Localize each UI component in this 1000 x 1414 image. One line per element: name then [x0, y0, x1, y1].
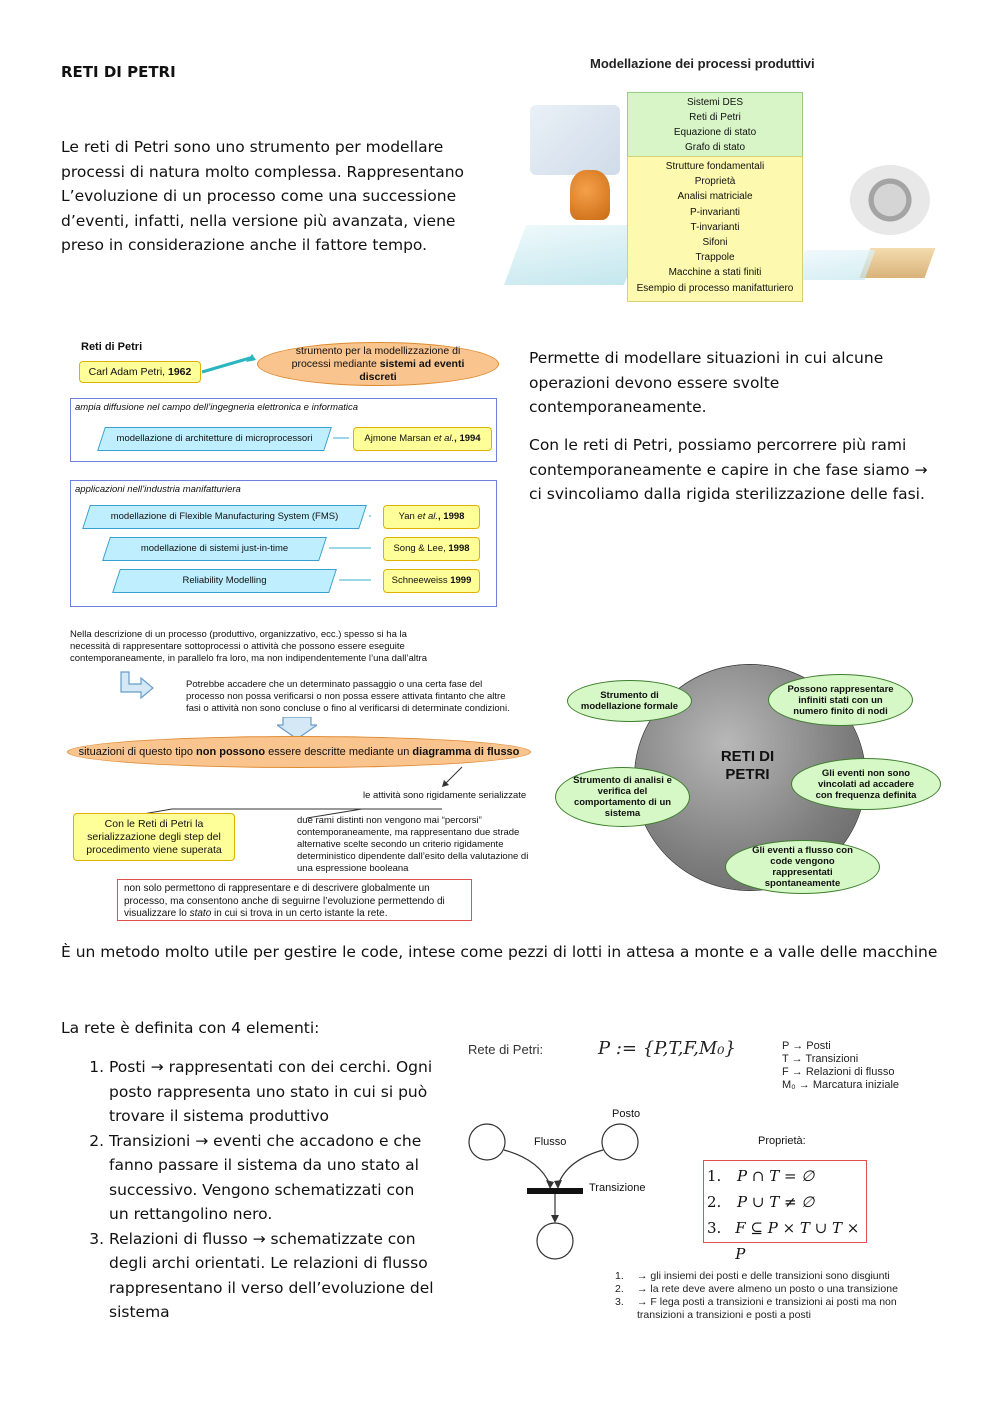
modelling-yellow-item: Proprietà: [694, 176, 736, 188]
legend-item: P → Posti: [782, 1040, 831, 1052]
bubble-queue-events: Gli eventi a flusso con code vengono rappresentati spontaneamente: [725, 840, 880, 894]
manufacturing-ref: [383, 537, 480, 561]
modelling-title: Modellazione dei processi produttivi: [590, 56, 815, 71]
petri-definition-figure: [460, 1030, 940, 1350]
property-number: 3.: [707, 1219, 722, 1237]
bubble-formal-tool: Strumento di modellazione formale: [567, 680, 692, 722]
modelling-green-item: Sistemi DES: [686, 97, 744, 108]
flow-figure: [62, 625, 537, 930]
queue-text: È un metodo molto utile per gestire le code, intese come pezzi di lotti in attesa a monte e a valle delle macchine: [61, 943, 938, 961]
history-heading: Reti di Petri: [81, 341, 143, 353]
state-note-c: in cui si trova in un certo istante la rete.: [211, 908, 388, 919]
manufacturing-arrow: [329, 547, 371, 549]
sphere-figure: [555, 660, 945, 900]
property-formula: F ⊆ P × T ∪ T × P: [735, 1219, 860, 1263]
manufacturing-item-label: Reliability Modelling: [182, 575, 267, 586]
manufacturing-ref-a: Schneeweiss: [391, 575, 451, 586]
flow-arc-right: [558, 1150, 603, 1185]
flusso-label: Flusso: [534, 1136, 567, 1148]
manufacturing-item: [112, 569, 337, 593]
ajmone-ref-b: et al.: [433, 433, 455, 444]
intro-paragraph: Le reti di Petri sono uno strumento per modellare processi di natura molto complessa. Rappresentano L’evoluzione di un processo come una successione d’eventi, infatti, nella versione più avanzata, viene preso in considerazione anche il fattore tempo.: [61, 138, 465, 254]
bubble-infinite-states: Possono rappresentare infiniti stati con un numero finito di nodi: [768, 674, 913, 726]
ajmone-ref-c: , 1994: [454, 433, 481, 444]
petri-formula: P := {P,T,F,M₀}: [598, 1038, 736, 1059]
petri-overcome-note: [73, 813, 235, 861]
petri-overcome-text: Con le Reti di Petri la serializzazione degli step del procedimento viene superata: [86, 817, 222, 856]
flow-ellipse-c: essere descritte mediante un: [265, 746, 413, 758]
flow-ellipse-a: situazioni di questo tipo: [78, 746, 197, 758]
manufacturing-ref: [383, 569, 480, 593]
property-note-text: → F lega posti a transizioni e transizioni ai posti ma non transizioni a transizioni e posti a posti: [637, 1296, 897, 1321]
state-note-b: stato: [189, 908, 212, 919]
flow-ellipse-b: non possono: [196, 746, 266, 758]
posto-label: Posto: [612, 1108, 641, 1120]
flow-second-text: Potrebbe accadere che un determinato passaggio o una certa fase del processo non possa verificarsi o non possa essere attivata fintanto che altre fasi o attività non sono concluse o fino al verificarsi di determinate condizioni.: [186, 679, 510, 714]
sphere-center-label: RETI DI PETRI: [720, 748, 775, 783]
manufacturing-item-label: modellazione di sistemi just-in-time: [140, 543, 289, 554]
branch-note: due rami distinti non vengono mai “percorsi” contemporaneamente, ma rappresentano due strade alternative scelte secondo un criterio rigidamente deterministico dipendente dall’esito della valutazione di una espressione booleana: [297, 815, 529, 874]
modelling-yellow-item: Strutture fondamentali: [665, 161, 765, 172]
author-label: Carl Adam Petri,: [88, 366, 168, 378]
author-year: 1962: [168, 366, 192, 378]
microprocessor-item: [97, 427, 332, 451]
conveyor-illustration-right: [795, 250, 876, 280]
property-note-number: 1.: [615, 1270, 624, 1282]
element-list-item: 1. Posti → rappresentati con dei cerchi. Ogni posto rappresenta uno stato in cui si può trovare il sistema produttivo: [109, 1055, 436, 1129]
parts-illustration: [850, 165, 930, 235]
modelling-yellow-item: Analisi matriciale: [677, 191, 753, 203]
modelling-green-box: [627, 92, 803, 157]
manufacturing-item-label: modellazione di Flexible Manufacturing System (FMS): [110, 511, 339, 522]
ajmone-ref: [353, 427, 492, 451]
elements-list: [61, 1055, 436, 1325]
petri-def-label: Rete di Petri:: [468, 1042, 544, 1057]
modelling-green-item: Equazione di stato: [673, 127, 757, 138]
property-formula: P ∩ T = ∅: [737, 1167, 815, 1185]
bent-arrow-icon: [117, 670, 157, 705]
microprocessor-item-label: modellazione di architetture di microprocessori: [116, 433, 313, 444]
bubble-analysis: Strumento di analisi e verifica del comportamento di un sistema: [555, 767, 690, 827]
place-bottom-circle: [537, 1223, 573, 1259]
transition-bar: [527, 1188, 583, 1194]
transizione-label: Transizione: [589, 1182, 646, 1194]
flow-top-text: Nella descrizione di un processo (produttivo, organizzativo, ecc.) spesso si ha la necessità di rappresentare sottoprocessi o attività che possono essere eseguite contemporaneamente, in parallelo fra loro, ma non indipendentemente l’una dall’altra: [70, 629, 428, 664]
element-list-item: 3. Relazioni di flusso → schematizzate con degli archi orientati. Le relazioni di flusso rappresentano il verso dell’evoluzione del sistema: [109, 1227, 436, 1325]
property-formula: P ∪ T ≠ ∅: [737, 1193, 815, 1211]
property-row: [707, 1189, 866, 1215]
author-arrow: [200, 350, 260, 380]
discrete-events-ellipse: [257, 342, 499, 386]
property-note-text: → la rete deve avere almeno un posto o una transizione: [637, 1283, 898, 1295]
page-title: RETI DI PETRI: [61, 63, 176, 81]
manufacturing-ref-a: Yan: [398, 511, 418, 522]
property-note-text: → gli insiemi dei posti e delle transizioni sono disgiunti: [637, 1270, 890, 1282]
property-note: [615, 1296, 935, 1322]
author-box: [79, 361, 201, 383]
bubble-events-frequency: Gli eventi non sono vincolati ad accadere con frequenza definita: [791, 758, 941, 810]
state-note-box: [117, 879, 472, 921]
legend-item: T → Transizioni: [782, 1053, 859, 1065]
modelling-green-item: Grafo di stato: [684, 142, 746, 153]
manufacturing-item: [102, 537, 327, 561]
property-note: [615, 1270, 935, 1283]
flow-arc-left: [504, 1150, 550, 1185]
manufacturing-arrow: [339, 579, 371, 581]
history-diagram: [65, 335, 515, 610]
robot-illustration: [530, 105, 620, 175]
flow-ellipse-d: diagramma di flusso: [412, 746, 520, 758]
modelling-yellow-item: Trappole: [695, 252, 735, 264]
properties-label: Proprietà:: [758, 1135, 806, 1147]
modelling-yellow-item: Esempio di processo manifatturiero: [636, 282, 794, 294]
property-number: 1.: [707, 1167, 722, 1185]
manufacturing-item: [82, 505, 367, 529]
definition-intro: La rete è definita con 4 elementi:: [61, 1019, 320, 1037]
electronics-box: [70, 398, 497, 462]
manufacturing-arrow: [369, 515, 371, 517]
manufacturing-ref-c: 1998: [448, 543, 470, 554]
element-list-item: 2. Transizioni → eventi che accadono e che fanno passare il sistema da uno stato al successivo. Vengono schematizzati con un rettangolino nero.: [109, 1129, 436, 1227]
parallel-text-1: Permette di modellare situazioni in cui alcune operazioni devono essere svolte contemporaneamente.: [529, 349, 884, 416]
property-note-number: 2.: [615, 1283, 624, 1295]
place-right-circle: [602, 1124, 638, 1160]
modelling-yellow-item: Sifoni: [702, 237, 728, 249]
property-note: [615, 1283, 935, 1296]
electronics-caption: ampia diffusione nel campo dell’ingegneria elettronica e informatica: [75, 402, 359, 413]
manufacturing-ref-c: 1999: [450, 575, 472, 586]
modelling-yellow-item: T-invarianti: [690, 221, 740, 233]
serial-note: le attività sono rigidamente serializzate: [363, 790, 527, 801]
modelling-yellow-box: [627, 156, 803, 302]
property-row: [707, 1163, 866, 1189]
conveyor-illustration: [504, 225, 646, 285]
property-note-number: 3.: [615, 1296, 624, 1308]
legend-item: F → Relazioni di flusso: [782, 1066, 895, 1078]
ellipse-text-bold: sistemi ad eventi discreti: [359, 357, 465, 383]
modelling-yellow-item: P-invarianti: [689, 206, 741, 218]
property-row: [707, 1215, 866, 1263]
manufacturing-caption: applicazioni nell’industria manifatturiera: [75, 484, 241, 495]
manufacturing-ref-b: et al.: [417, 511, 439, 522]
box1-arrow: [333, 437, 349, 439]
parallel-text-2: Con le reti di Petri, possiamo percorrere più rami contemporaneamente e capire in che fase siamo → ci svincoliamo dalla rigida sterilizzazione delle fasi.: [529, 436, 928, 503]
state-note-a: non solo permettono di rappresentare e di descrivere globalmente un processo, ma consentono anche di seguirne l’evoluzione permettendo di visualizzare lo: [124, 883, 445, 919]
place-left-circle: [469, 1124, 505, 1160]
modelling-green-item: Reti di Petri: [689, 112, 741, 123]
petri-legend: [782, 1040, 899, 1092]
manufacturing-ref-c: , 1998: [438, 511, 465, 522]
ajmone-ref-a: Ajmone Marsan: [364, 433, 434, 444]
modelling-yellow-item: Macchine a stati finiti: [668, 267, 762, 279]
robot-arm-illustration: [570, 170, 610, 220]
properties-box: [703, 1160, 867, 1263]
modelling-figure: [510, 50, 935, 300]
properties-notes: [615, 1270, 935, 1322]
property-number: 2.: [707, 1193, 722, 1211]
manufacturing-ref-a: Song & Lee,: [393, 543, 449, 554]
ellipse-text: strumento per la modellizzazione di processi mediante: [291, 344, 461, 370]
legend-item: M₀ → Marcatura iniziale: [782, 1079, 900, 1091]
manufacturing-box: [70, 480, 497, 607]
manufacturing-ref: [383, 505, 480, 529]
